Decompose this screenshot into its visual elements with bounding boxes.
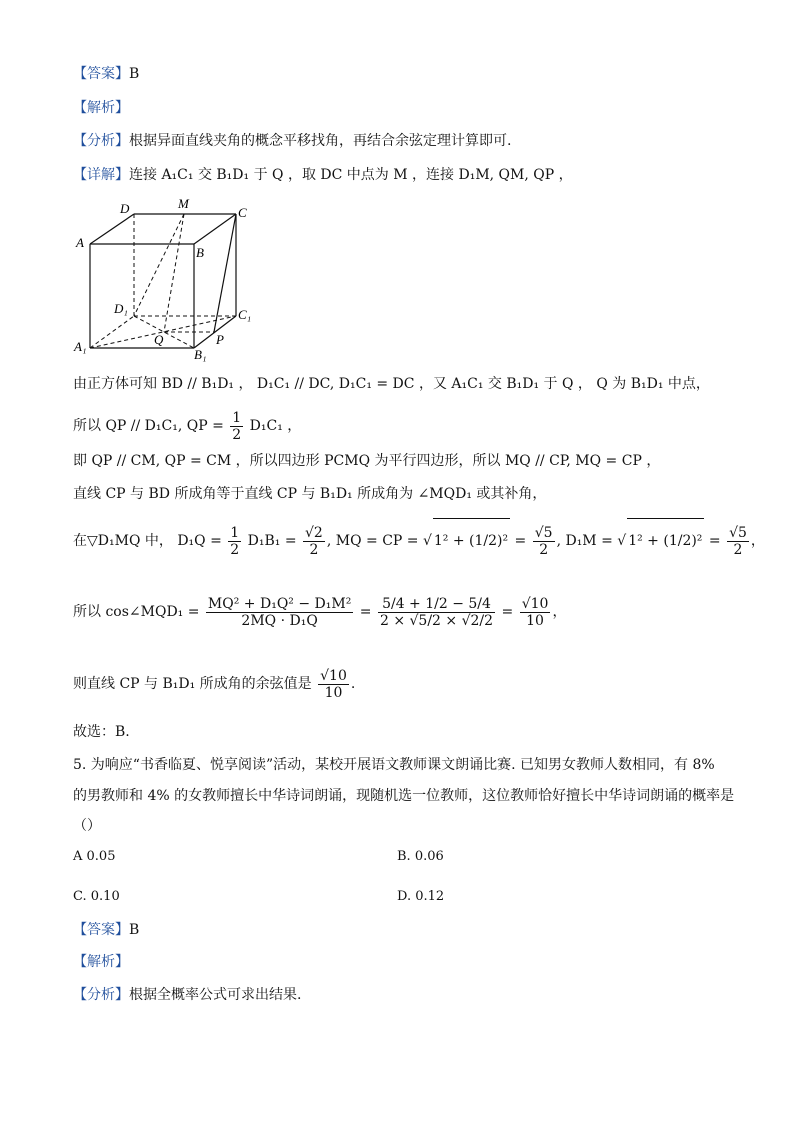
detail-tag: 【详解】 — [73, 167, 129, 183]
fenxi-tag: 【分析】 — [73, 133, 129, 149]
label-C: C — [238, 205, 247, 220]
label-A: A — [76, 235, 84, 250]
sqrt-expr-2: 1² + (1/2)² — [627, 518, 704, 563]
frac-r5over2-2: $\frac{√5}{2}$ — [729, 524, 747, 558]
proof-line-7 — [73, 664, 355, 704]
q5-answer-value: B — [129, 922, 140, 938]
proof-line-2-post: D₁C₁ ， — [249, 418, 302, 434]
q5-fenxi-row — [73, 985, 301, 1005]
q5-analysis-tag: 【解析】 — [73, 954, 129, 970]
proof-line-6 — [73, 582, 566, 642]
line6-pre: 所以 cos∠MQD₁ = — [73, 604, 200, 620]
label-M: M — [178, 196, 189, 211]
proof-line-4: 直线 CP 与 BD 所成角等于直线 CP 与 B₁D₁ 所成角为 ∠MQD₁ 或其补角， — [73, 486, 547, 502]
q5-answer-row — [73, 920, 139, 940]
label-D1: D₁ — [114, 301, 128, 316]
eq-4: = — [501, 604, 514, 620]
q5-stem-2: 的男教师和 4% 的女教师擅长中华诗词朗诵，现随机选一位教师，这位教师恰好擅长中华诗词朗诵的概率是 — [73, 788, 735, 804]
option-b-label: B. — [397, 849, 411, 864]
q5-stem-1: 5. 为响应“书香临夏、悦享阅读”活动，某校开展语文教师课文朗诵比赛. 已知男女教师人数相同，有 8% — [73, 757, 715, 773]
option-c[interactable] — [73, 889, 120, 904]
eq-2: = — [708, 533, 721, 549]
proof-line-1: 由正方体可知 BD // B₁D₁ ， D₁C₁ // DC, D₁C₁ = DC ，又 A₁C₁ 交 B₁D₁ 于 Q ， Q 为 B₁D₁ 中点， — [73, 376, 710, 392]
label-D: D — [120, 201, 130, 216]
option-d-label: D. — [397, 889, 412, 904]
frac-r10over10-2: $\frac{√10}{10}$ — [320, 667, 347, 701]
line7-post: . — [350, 676, 356, 692]
proof-line-3: 即 QP // CM, QP = CM ，所以四边形 PCMQ 为平行四边形，所以 MQ // CP, MQ = CP ， — [73, 453, 661, 469]
option-b[interactable] — [397, 849, 444, 864]
q5-answer-tag: 【答案】 — [73, 922, 129, 938]
line7-pre: 则直线 CP 与 B₁D₁ 所成角的余弦值是 — [73, 676, 312, 692]
final-choice: 故选：B. — [73, 724, 130, 740]
option-d-value: 0.12 — [415, 889, 445, 904]
frac-r5over2: $\frac{√5}{2}$ — [534, 524, 553, 558]
label-B1: B₁ — [194, 347, 207, 362]
fenxi-row — [73, 131, 511, 151]
label-A1: A₁ — [74, 339, 87, 354]
option-d[interactable] — [397, 889, 444, 904]
frac-cos-formula: $\frac{\text{MQ² + D₁Q² − D₁M²}}{\text{2MQ · D₁Q}}$ — [207, 595, 352, 629]
option-b-value: 0.06 — [414, 849, 444, 864]
answer-value: B — [129, 66, 140, 82]
label-B: B — [196, 245, 204, 260]
detail-text: 连接 A₁C₁ 交 B₁D₁ 于 Q ，取 DC 中点为 M ，连接 D₁M, QM, QP ， — [129, 167, 573, 183]
answer-row — [73, 64, 139, 84]
proof-line-2-pre: 所以 QP // D₁C₁, QP = — [73, 418, 224, 434]
frac-half: $\frac{1}{2}$ — [232, 409, 242, 443]
label-C1: C₁ — [238, 307, 252, 322]
analysis-tag: 【解析】 — [73, 100, 129, 116]
cube-figure — [70, 195, 270, 365]
line6-post: ， — [552, 604, 567, 620]
proof-line-5: 在▽D₁MQ 中， D₁Q = $\frac{1}{2}$ D₁B₁ = $\frac{√2}{2}$ , MQ = CP = √ 1² + (1/2)² = $\frac{√5}{2}$ , D₁M = √ 1² + (1/2)² = $\frac{√5}{2}$ ， — [73, 518, 765, 563]
fenxi-text: 根据异面直线夹角的概念平移找角，再结合余弦定理计算即可. — [129, 133, 512, 149]
option-c-label: C. — [73, 889, 87, 904]
frac-r10over10: $\frac{√10}{10}$ — [521, 595, 549, 629]
q5-stem-3: （） — [73, 818, 101, 834]
frac-r2over2: $\frac{√2}{2}$ — [305, 524, 323, 558]
sqrt-expr-1: 1² + (1/2)² — [433, 518, 510, 563]
option-a[interactable] — [73, 849, 115, 864]
q5-fenxi-tag: 【分析】 — [73, 987, 129, 1003]
option-a-label: A — [73, 849, 83, 864]
frac-cos-values: $\frac{5/4 + 1/2 - 5/4}{2 \times √5/2 \times √2/2}$ — [379, 595, 494, 629]
option-a-value: 0.05 — [86, 849, 116, 864]
option-c-value: 0.10 — [90, 889, 120, 904]
proof-line-2 — [73, 408, 301, 444]
eq-3: = — [359, 604, 372, 620]
answer-tag: 【答案】 — [73, 66, 129, 82]
q5-fenxi-text: 根据全概率公式可求出结果. — [129, 987, 302, 1003]
line5-e: ， — [750, 533, 765, 549]
frac-half-2: $\frac{1}{2}$ — [230, 524, 240, 558]
label-Q: Q — [154, 332, 164, 347]
line5-a: 在▽D₁MQ 中， D₁Q = — [73, 533, 222, 549]
label-P: P — [216, 332, 224, 347]
detail-row — [73, 165, 573, 185]
eq-1: = — [514, 533, 527, 549]
line5-b: D₁B₁ = — [247, 533, 297, 549]
line5-d: , D₁M = — [556, 533, 613, 549]
line5-c: , MQ = CP = — [326, 533, 419, 549]
